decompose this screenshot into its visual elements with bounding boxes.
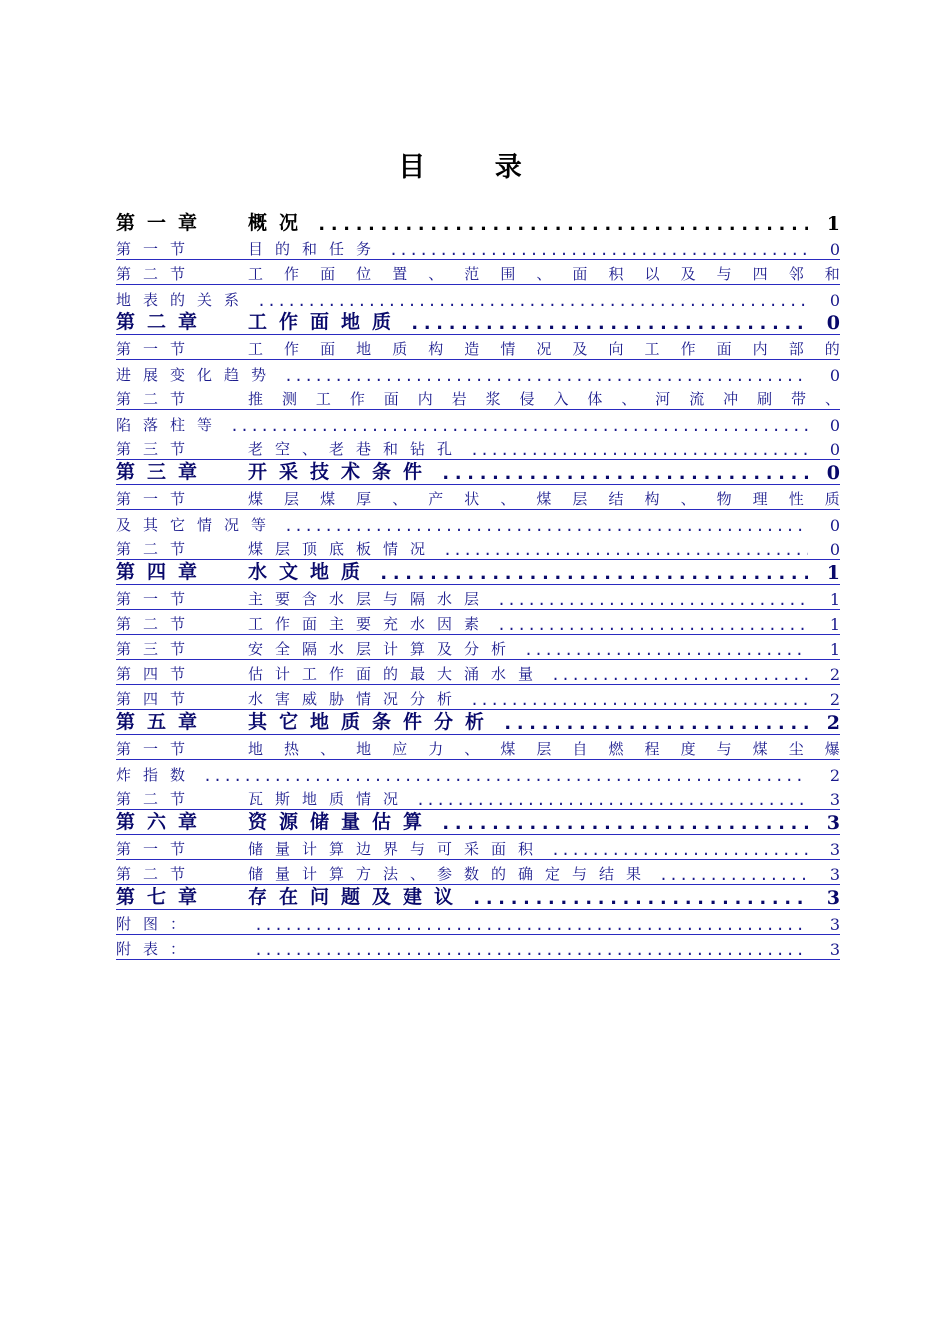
toc-section-entry[interactable] xyxy=(116,910,840,935)
toc-entry-title: 主要含水层与隔水层 xyxy=(248,590,492,608)
toc-entry-number: 第一节 xyxy=(116,740,198,758)
toc-dot-leader xyxy=(524,641,808,659)
toc-chapter-entry[interactable] xyxy=(116,210,840,235)
toc-entry-number: 第四节 xyxy=(116,665,198,683)
toc-page-number: 1 xyxy=(826,562,840,584)
toc-entry-title: 工 作 面 位 置 、 范 围 、 面 积 以 及 与 四 邻 和 xyxy=(248,265,840,283)
toc-dot-leader xyxy=(497,591,808,609)
toc-chapter-entry[interactable] xyxy=(116,885,840,910)
toc-dot-leader xyxy=(502,712,808,734)
toc-dot-leader xyxy=(440,812,808,834)
toc-entry-number: 第三节 xyxy=(116,640,198,658)
toc-entry-title: 工 作 面 地 质 构 造 情 况 及 向 工 作 面 内 部 的 xyxy=(248,340,840,358)
toc-chapter-entry[interactable] xyxy=(116,460,840,485)
toc-dot-leader xyxy=(378,562,808,584)
toc-entry-number: 第一节 xyxy=(116,240,198,258)
toc-entry-title: 其它地质条件分析 xyxy=(248,711,497,733)
toc-entry-number: 第四节 xyxy=(116,690,198,708)
toc-entry-title: 老空、老巷和钻孔 xyxy=(248,440,465,458)
toc-page-number: 1 xyxy=(829,615,840,634)
toc-page-number: 0 xyxy=(829,416,840,435)
toc-dot-leader xyxy=(416,791,808,809)
toc-entry-number: 第三章 xyxy=(116,461,210,483)
toc-entry-title: 估计工作面的最大涌水量 xyxy=(248,665,546,683)
toc-page-number: 0 xyxy=(829,516,840,535)
toc-entry-number: 第一节 xyxy=(116,490,198,508)
toc-entry-number: 附图： xyxy=(116,915,198,933)
toc-entry-title: 安全隔水层计算及分析 xyxy=(248,640,519,658)
toc-entry-number: 第二章 xyxy=(116,311,210,333)
toc-section-entry[interactable] xyxy=(116,585,840,610)
toc-entry-number: 附表： xyxy=(116,940,198,958)
toc-section-entry[interactable] xyxy=(116,760,840,785)
toc-page-number: 2 xyxy=(829,690,840,709)
toc-page-number: 0 xyxy=(826,312,840,334)
toc-page-number: 1 xyxy=(826,213,840,235)
toc-page-number: 3 xyxy=(829,865,840,884)
toc-entry-number: 第二节 xyxy=(116,615,198,633)
toc-page-number: 3 xyxy=(829,940,840,959)
toc-chapter-entry[interactable] xyxy=(116,560,840,585)
toc-dot-leader xyxy=(284,367,808,385)
toc-entry-title: 推 测 工 作 面 内 岩 浆 侵 入 体 、 河 流 冲 刷 带 、 xyxy=(248,390,840,408)
toc-entry-title: 储量计算边界与可采面积 xyxy=(248,840,546,858)
toc-entry-number: 第四章 xyxy=(116,561,210,583)
toc-entry-number: 第二节 xyxy=(116,390,198,408)
toc-entry-title: 及其它情况等 xyxy=(116,516,279,534)
toc-chapter-entry[interactable] xyxy=(116,710,840,735)
toc-page-number: 0 xyxy=(826,462,840,484)
toc-entry-number: 第一章 xyxy=(116,212,210,234)
toc-page-number: 3 xyxy=(829,840,840,859)
toc-section-entry[interactable] xyxy=(116,385,840,410)
toc-section-entry[interactable] xyxy=(116,335,840,360)
toc-dot-leader xyxy=(659,866,808,884)
toc-dot-leader xyxy=(389,241,808,259)
toc-entry-number: 第二节 xyxy=(116,865,198,883)
toc-entry-title: 水文地质 xyxy=(248,561,373,583)
toc-section-entry[interactable] xyxy=(116,660,840,685)
toc-section-entry[interactable] xyxy=(116,485,840,510)
toc-entry-title: 概况 xyxy=(248,212,311,234)
toc-page-number: 3 xyxy=(829,915,840,934)
toc-chapter-entry[interactable] xyxy=(116,810,840,835)
toc-page-number: 0 xyxy=(829,540,840,559)
toc-entry-title: 储量计算方法、参数的确定与结果 xyxy=(248,865,654,883)
toc-dot-leader xyxy=(470,691,808,709)
toc-dot-leader xyxy=(551,841,808,859)
toc-section-entry[interactable] xyxy=(116,410,840,435)
toc-entry-title: 煤 层 煤 厚 、 产 状 、 煤 层 结 构 、 物 理 性 质 xyxy=(248,490,840,508)
toc-page-number: 2 xyxy=(829,766,840,785)
toc-page-number: 3 xyxy=(829,790,840,809)
toc-dot-leader xyxy=(284,517,808,535)
toc-entry-number: 第六章 xyxy=(116,811,210,833)
toc-entry-number: 第二节 xyxy=(116,790,198,808)
toc-section-entry[interactable] xyxy=(116,360,840,385)
toc-section-entry[interactable] xyxy=(116,235,840,260)
toc-dot-leader xyxy=(470,441,808,459)
toc-entry-title: 存在问题及建议 xyxy=(248,886,466,908)
toc-dot-leader xyxy=(254,916,808,934)
toc-section-entry[interactable] xyxy=(116,510,840,535)
toc-dot-leader xyxy=(316,213,808,235)
toc-entry-title: 陷落柱等 xyxy=(116,416,225,434)
toc-entry-title: 开采技术条件 xyxy=(248,461,435,483)
toc-entry-number: 第二节 xyxy=(116,540,198,558)
table-of-contents xyxy=(116,210,840,960)
toc-page-number: 2 xyxy=(829,665,840,684)
toc-page-number: 0 xyxy=(829,440,840,459)
toc-entry-number: 第二节 xyxy=(116,265,198,283)
toc-page-number: 3 xyxy=(826,887,840,909)
toc-entry-title: 资源储量估算 xyxy=(248,811,435,833)
toc-dot-leader xyxy=(551,666,808,684)
toc-entry-number: 第一节 xyxy=(116,590,198,608)
toc-entry-title: 瓦斯地质情况 xyxy=(248,790,411,808)
toc-entry-number: 第七章 xyxy=(116,886,210,908)
toc-section-entry[interactable] xyxy=(116,835,840,860)
toc-dot-leader xyxy=(440,462,808,484)
toc-dot-leader xyxy=(409,312,808,334)
toc-entry-number: 第一节 xyxy=(116,840,198,858)
toc-section-entry[interactable] xyxy=(116,260,840,285)
toc-dot-leader xyxy=(443,541,808,559)
toc-dot-leader xyxy=(203,767,808,785)
toc-entry-title: 水害威胁情况分析 xyxy=(248,690,465,708)
toc-dot-leader xyxy=(471,887,808,909)
toc-page-number: 1 xyxy=(829,590,840,609)
toc-section-entry[interactable] xyxy=(116,635,840,660)
toc-dot-leader xyxy=(497,616,808,634)
toc-entry-number: 第三节 xyxy=(116,440,198,458)
toc-page-number: 0 xyxy=(829,291,840,310)
toc-section-entry[interactable] xyxy=(116,610,840,635)
toc-page-number: 1 xyxy=(829,640,840,659)
toc-entry-title: 地 热 、 地 应 力 、 煤 层 自 燃 程 度 与 煤 尘 爆 xyxy=(248,740,840,758)
toc-page-number: 0 xyxy=(829,366,840,385)
toc-entry-title: 进展变化趋势 xyxy=(116,366,279,384)
toc-dot-leader xyxy=(230,417,808,435)
toc-entry-number: 第五章 xyxy=(116,711,210,733)
toc-entry-title: 工作面地质 xyxy=(248,311,404,333)
toc-page-number: 2 xyxy=(826,712,840,734)
toc-entry-number: 第一节 xyxy=(116,340,198,358)
page-title: 目 录 xyxy=(398,152,552,183)
toc-section-entry[interactable] xyxy=(116,935,840,960)
toc-chapter-entry[interactable] xyxy=(116,310,840,335)
toc-page-number: 3 xyxy=(826,812,840,834)
toc-dot-leader xyxy=(254,941,808,959)
toc-section-entry[interactable] xyxy=(116,735,840,760)
toc-entry-title: 目的和任务 xyxy=(248,240,384,258)
toc-entry-title: 炸指数 xyxy=(116,766,198,784)
toc-page-number: 0 xyxy=(829,240,840,259)
toc-entry-title: 煤层顶底板情况 xyxy=(248,540,438,558)
toc-entry-title: 地表的关系 xyxy=(116,291,252,309)
toc-entry-title: 工作面主要充水因素 xyxy=(248,615,492,633)
